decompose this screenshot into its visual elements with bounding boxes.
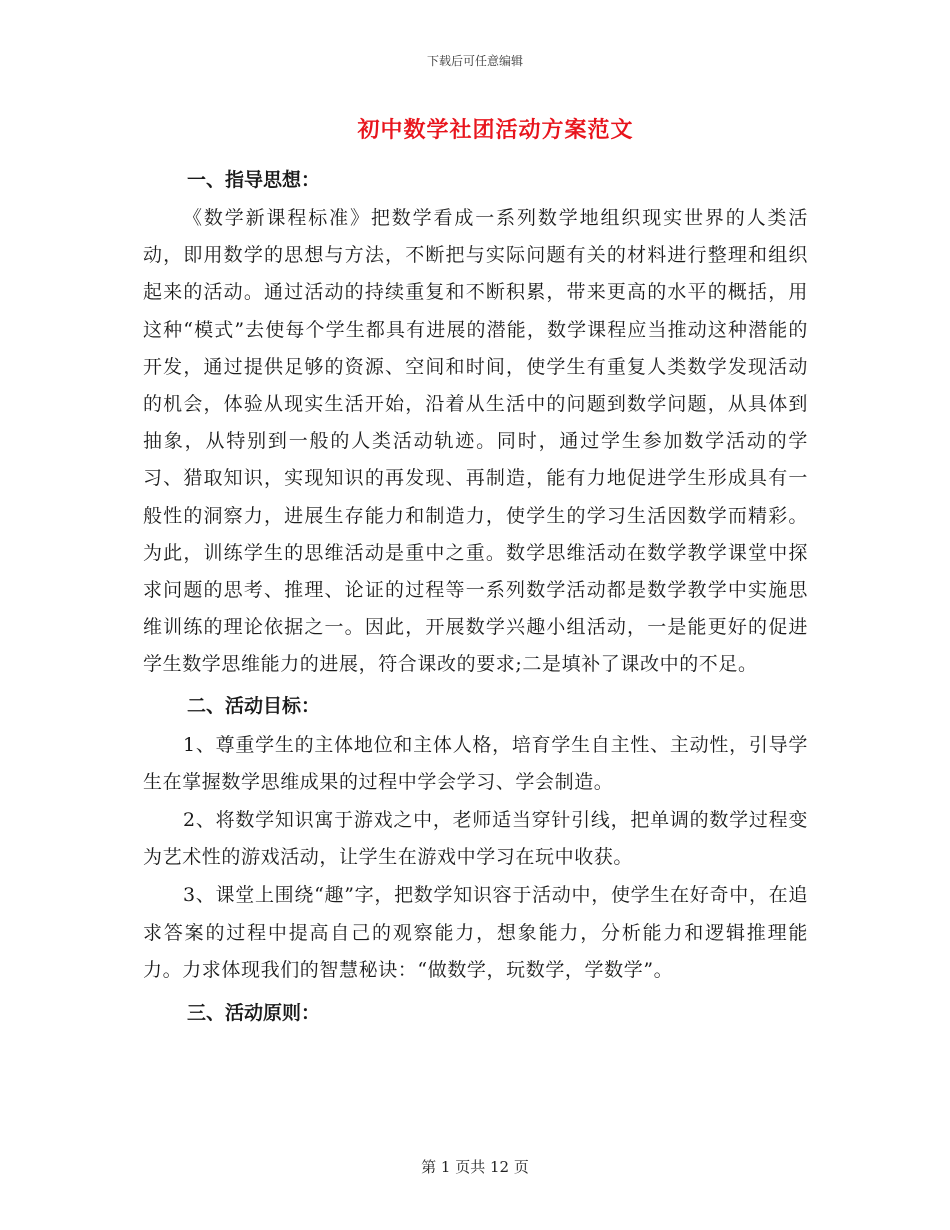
section-heading-activity-principles: 三、活动原则： bbox=[187, 1002, 321, 1025]
document-body bbox=[143, 112, 808, 1033]
paragraph-guiding-ideology: 《数学新课程标准》把数学看成一系列数学地组织现实世界的人类活动，即用数学的思想与方法，不断把与实际问题有关的材料进行整理和组织起来的活动。通过活动的持续重复和不断积累，带来更高的水平的概括，用这种“模式”去使每个学生都具有进展的潜能，数学课程应当推动这种潜能的开发，通过提供足够的资源、空间和时间，使学生有重复人类数学发现活动的机会，体验从现实生活开始，沿着从生活中的问题到数学问题，从具体到抽象，从特别到一般的人类活动轨迹。同时，通过学生参加数学活动的学习、猎取知识，实现知识的再发现、再制造，能有力地促进学生形成具有一般性的洞察力，进展生存能力和制造力，使学生的学习生活因数学而精彩。为此，训练学生的思维活动是重中之重。数学思维活动在数学教学课堂中探求问题的思考、推理、论证的过程等一系列数学活动都是数学教学中实施思维训练的理论依据之一。因此，开展数学兴趣小组活动，一是能更好的促进学生数学思维能力的进展，符合课改的要求;二是填补了课改中的不足。 bbox=[143, 207, 808, 676]
document-title: 初中数学社团活动方案范文 bbox=[357, 117, 634, 143]
section-heading-activity-goals: 二、活动目标： bbox=[187, 694, 321, 717]
section-heading-guiding-ideology: 一、指导思想： bbox=[187, 169, 321, 191]
paragraph-goal-1: 1、尊重学生的主体地位和主体人格，培育学生自主性、主动性，引导学生在掌握数学思维成果的过程中学会学习、学会制造。 bbox=[143, 733, 808, 793]
paragraph-goal-2: 2、将数学知识寓于游戏之中，老师适当穿针引线，把单调的数学过程变为艺术性的游戏活动，让学生在游戏中学习在玩中收获。 bbox=[143, 809, 808, 869]
page-footer: 第 1 页共 12 页 bbox=[421, 1158, 529, 1176]
paragraph-goal-3: 3、课堂上围绕“趣”字，把数学知识容于活动中，使学生在好奇中，在追求答案的过程中提高自己的观察能力，想象能力，分析能力和逻辑推理能力。力求体现我们的智慧秘诀：“做数学，玩数学，学数学”。 bbox=[143, 884, 808, 981]
page-header: 下载后可任意编辑 bbox=[426, 54, 523, 68]
